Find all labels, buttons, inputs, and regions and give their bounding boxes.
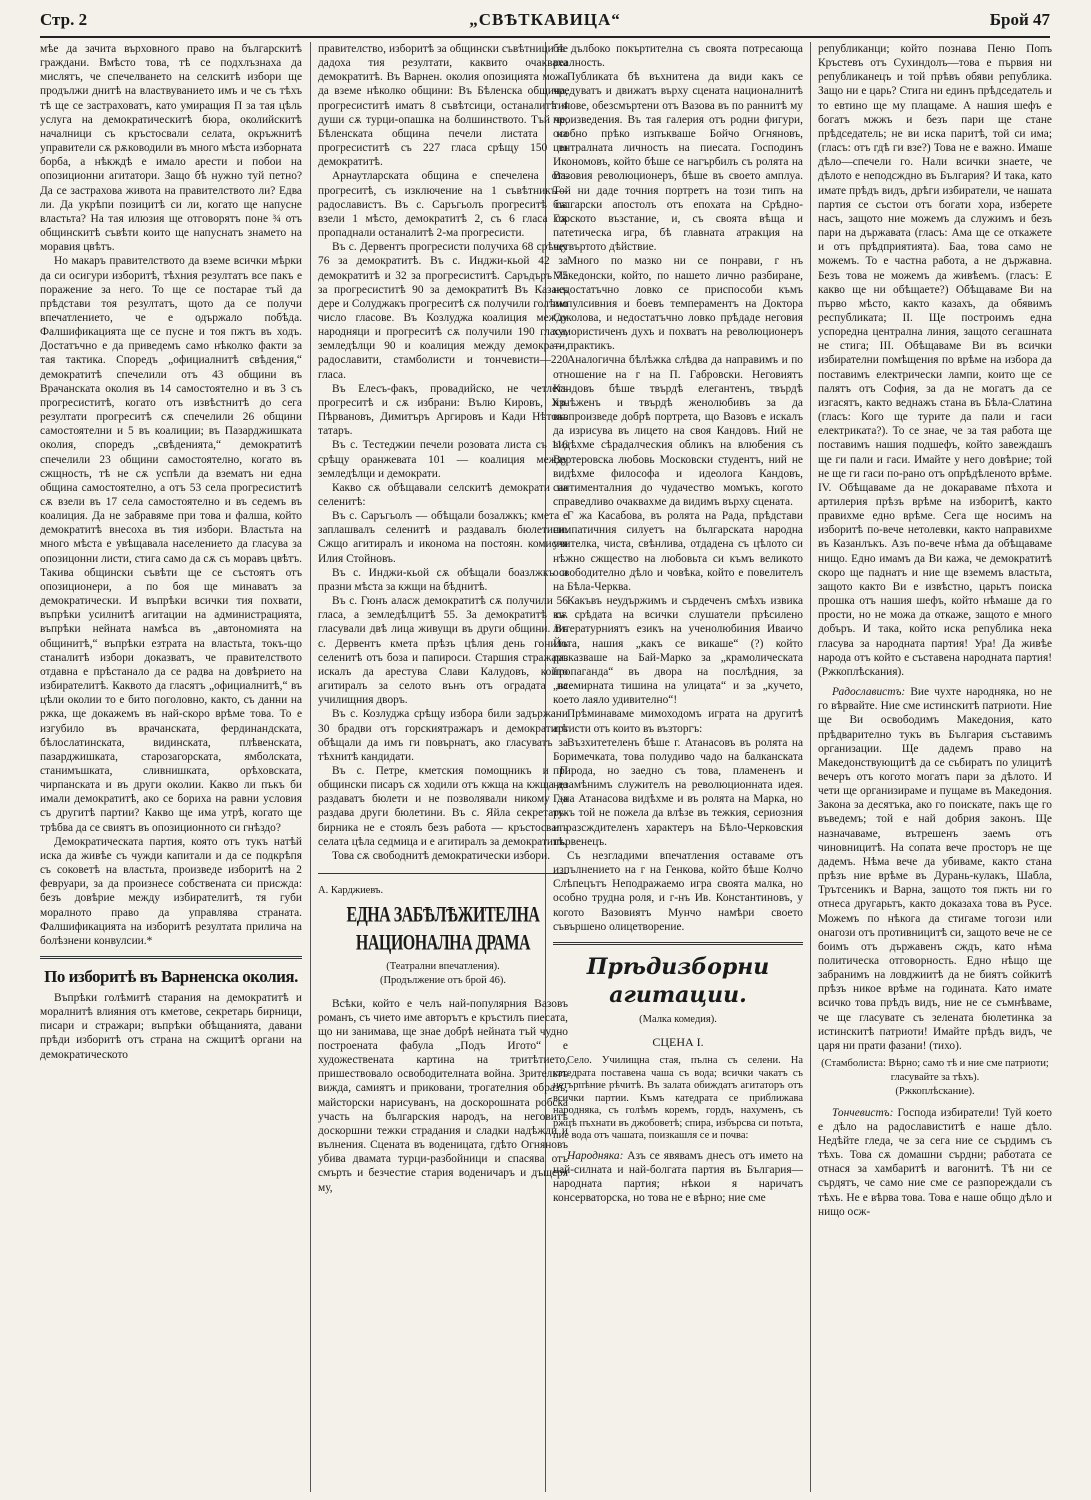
paragraph: Въ с. Гюнъ аласж демократитѣ сѫ получили 56 гласа, а земледѣлцитѣ 55. За демократитѣ сѫ гласували двѣ лица живущи въ други общини. Въ с. Дервентъ кмета прѣзъ цѣлия день гонилъ селенитѣ отъ боза и папироси. Старшия стражаръ искалъ да арестува Слави Калудовъ, който агитиралъ за селото вънъ отъ оградата на училищния дворъ. [318,595,568,707]
author-signature: А. Карджиевъ. [318,885,384,897]
paragraph: Въ с. Петре, кметския помощникъ и П общински писаръ сѫ ходили отъ кжща на кжща да раздаватъ бюлети и не позволявали никому да раздава други бюлетини. Въ с. Яйла секретарь-бирника не е стоялъ безъ работа — кръстосвалъ селата цѣла седмица и е агитиралъ за демократитѣ. [318,764,568,848]
dialogue [553,1149,803,1206]
paragraph: мѣе да зачита върховного право на българскитѣ граждани. Вмѣсто това, тѣ се подхлъзнаха да мислятъ, че спечелването на селскитѣ избори ще продължи днитѣ на властвуванието имъ и че съ тѣхъ тѣ ще се застраховатъ, като умиращия П за тая цѣль услуга на демократическитѣ бюра, околийскитѣ началници съ кръстосвали селата, окръжнитѣ управители сѫ рѫководили въ много мѣста изборната борба, а нѣкждѣ е имало арести и побои на опозиционни агитатори. Защо бѣ нужно туй петно? Да се застрахова живота на правителството ли? Едва ли. Да укрѣпи позицитѣ си ли, когато ще напусне властьта? На тая илюзия ще отговорятъ поне ¾ отъ общинскитѣ съвѣти които ще напуснатъ знамето на моравия цвѣтъ. [40,43,302,254]
paragraph: Какво сѫ обѣщавали селскитѣ демократи на селенитѣ: [318,481,568,508]
scene-title: СЦЕНА I. [652,1035,704,1049]
paragraph: Но макаръ правителството да вземе всички мѣрки да си осигури изборитѣ, тѣхния резултатъ все пакъ е поражение за него. То ще се постарае тъй да прѣдстави тоя резултатъ, щото да се получи впечатлението, че е одържало побѣда. Фалшификацията ще се пусне и тоя пжтъ въ ходъ. Достатъчно е да приведемъ само нѣколко факти за тая тактика. Споредъ „официалнитѣ свѣдения,“ демократитѣ спечелили отъ 43 общини въ Врачанската околия въ 14 самостоятелно и въ 3 съ прогресиститѣ, когато отъ извѣстнитѣ до сега резултати прогреситѣ сѫ спечелили 26 общини самостоятелни и 5 въ коалиции; въ Пазарджишката околия, споредъ „свѣденията,“ демократитѣ спечелили 23 общини самостоятелно, когато въ сжщность, тѣ не сѫ успѣли да взематъ ни една община самостоятелно, а отъ 53 села прогресиститѣ сѫ взели въ 17 села самостоятелно и въ седемъ въ коалиция. Да не забравяме при това и фалша, който демократитѣ внесоха въ тия избори. Властьта на много мѣста е увѣщавала населението да гласува за опозицонни листи, стига само да сѫ съ моравъ цвѣтъ. Такива общински съвѣти ще се състоятъ отъ опозиционери, а по боя ще минаватъ за демократически. И въпрѣки всички тия похвати, въпрѣки усилнитѣ агитации на администрацията, въпрѣки нейната намѣса въ „автономията на общинитѣ,“ въпрѣки езтрата на властьта, токъ-що станалитѣ избори доказватъ, че правителството отдавна е прѣстанало да се радва на довѣрието на избирателитѣ. Каквото да гласятъ „официалнитѣ,“ въ цѣли околии то е бито поголовно, както, съ данни на ржка, ще докажемъ въ най-скоро врѣме това. То е изгубило въ врачанската, фердинандската, бѣлослатинската, видинската, плѣвенската, пазарджишката, старозагорската, ямболската, станимъшката, сливнишката, орѣховската, чирпанската и въ други околии. Какво ли пъкъ би имали демократитѣ, ако се бориха на равни условия съ другитѣ партии? Какво ще има утрѣ, когато ще трѣбва да се свиятъ въ опозиционното си гнѣздо? [40,255,302,834]
speaker-label: Тончевистъ: [832,1106,894,1119]
page-header [40,6,1050,34]
paragraph: Г жа Касабова, въ ролята на Рада, прѣдстави симпатичния силуетъ на българската народна учителка, чиста, свѣнлива, отдадена съ цѣлото си нѣжно сжщество на любовьта си къмъ великото освободително дѣло и човѣка, който е повелителъ на Бѣла-Черква. [553,510,803,593]
paragraph: републиканци; който познава Пеню Попъ Кръстевъ отъ Сухиндолъ—това е първия ни републиканецъ и той прѣвъ обяви република. Защо ни е царь? Стига ни единъ прѣдседатель и то евтино ще му плащаме. А нашия шефъ е богатъ мжжъ и безъ пари ще стане прѣдседатель; не ви иска паритѣ, той си има; (гласъ: отъ гдѣ ги взе?) Това не е важно. Имаше дѣло—спечели го. Нали всички знаете, че дѣлото е неподсждно въ България? И така, като имате прѣдъ видъ, дрѣги избиратели, че нашата партия се състои отъ богати хора, изберете насъ, защото ние можемъ да служимъ и безъ пари на държавата (гласъ: Ама ще се откажете и отъ прѣдприятията). Баа, това само не можемъ. То е частна работа, а не държавна. Безъ това не можемъ да живѣемъ. (гласъ: Е какво ще ни обѣщаете?) Обѣщаваме Ви на първо мѣсто, както казахъ, да обявимъ республиката; II. Ще построимъ една успоредна централна линия, защото сегашната не стига; III. Обѣщаваме Ви въ всички избирателни помѣщения по врѣме на избора да поставимъ електрически лампи, които ще се палятъ отъ София, за да не могатъ да се изгасятъ, както веднажъ стана въ Бѣла-Слатина (гласъ: Кого ще турите да пали и гаси електриката?). То се знае, че за тая работа ще поставимъ нашия подшефъ, който завеждашъ ще ги пали и гаси. Имайте у него довѣрие; той не ще ги гаси по-рано отъ опрѣдѣленото врѣме. IV. Обѣщаваме да не докараваме пѣхота и артилерия прѣзъ врѣме на изборитѣ, както правихме едно врѣме. Сега ще носимъ на изборитѣ по-вече нетолевки, както направихме въ Казанлъкъ. Азъ по-вече нѣма да обѣщаваме нищо. Едно имамъ да Ви кажа, че демократитѣ скоро ще паднатъ и ние ще вземемъ властьта, защото както Ви е извѣстно, царьтъ поиска прошка отъ нашия шефъ, който нѣмаше да го прости, но не можа да откаже, защото е много добъръ. И така, който иска република нека гласува за народната партия! Ура! Да живѣе народа отъ който е съставена народната партия! (Ржкоплѣскания). [818,43,1052,678]
dialogue-text: Вие чухте народняка, но не го вѣрвайте. Ние сме истинскитѣ патриоти. Ние ще Ви освободимъ Македония, като прѣдварително тукъ въ България съставимъ организации. Ще дадемъ право на Македонствующитѣ да се събиратъ по улицитѣ вечеръ отъ когото могатъ пари за дѣлото. И чети ще организираме и пущаме въ Македония. Закона за десятъка, ако го поискате, пакъ ще го въведемъ; той е най добрия законъ. Ще назначаваме, вътрешенъ заемъ отъ чиновницитѣ. На сопата вече просторъ не ще дадемъ. Нѣма вече да убиваме, както стана прѣзъ ние врѣме въ Дурань-кулакъ, Шабла, Трътсеникъ и Варна, защото тоя пжть ни го отнеса другарьтъ, както доказаха това въ Русе. Можемъ по нѣкога да стигаме тогози или онагози отъ противницитѣ си, защото вече не се боимъ отъ държавенъ сждъ, като нѣма политическа отговорность. Едно нѣщо ще забранимъ на ловджиитѣ да не биятъ сойкитѣ прѣзъ никое врѣме на годината. Като имате всичко това прѣдъ видъ, ние не се съмнѣваме, че ще гласувате съ зелената бюлетинка за истинскитѣ патриоти! Имайте прѣдъ видъ, че царя ни прати фазани! (тихо). [818,686,1052,1052]
dialogue-text: Азъ се явявамъ днесъ отъ името на най-силната и най-болгата партия въ България—народната партия; нѣкои я наричатъ консерваторска, но това не е вѣрно; ние сме [553,1149,803,1205]
paragraph: Арнаутларската община е спечелена отъ прогреситѣ, съ изключение на 1 съвѣтникъ—радославистъ. Въ с. Саръгьолъ прогреситѣ сѫ взели 1 мѣсто, демократитѣ 2, съ 6 гласа сѫ пропаднали останалитѣ 2-ма прогресисти. [318,170,568,240]
paragraph: Въ Елесъ-факъ, провадийско, не четлетъ прогреситѣ и сѫ избрани: Вълю Кировъ, Хр. Пѣрвановъ, Димитъръ Аргировъ и Кади Нѣтовъ татаръ. [318,382,568,438]
paragraph: Много по мазко ни се понрави, г нъ Македонски, който, по нашето лично разбиране, недостатъчно ловко се приспособи къмъ импулсивния и боевъ темпераментъ на Доктора Соколова, и недостатъчно ловко прѣдаде неговия хумористиченъ духъ и похватъ на революционеръ — практикъ. [553,255,803,353]
column-2 [318,42,568,1492]
stage-note: (Стамболиста: Вѣрно; само тѣ и ние сме патриоти; гласувайте за тѣхъ). [821,1058,1049,1084]
speaker-label: Народняка: [567,1149,624,1162]
paragraph: Въ с. Саръгьолъ — обѣщали бозалжкъ; кмета е заплашвалъ селенитѣ и раздавалъ бюлетини. Сжщо агитиралъ и иконома на постоян. комисия Илия Стойновъ. [318,510,568,565]
article-heading-varna: По изборитѣ въ Варненска околия. [44,967,298,986]
paragraph: Въпрѣки голѣмитѣ старания на демократитѣ и моралнитѣ влияния отъ кметове, секретарь бирници, писари и стражари; въпрѣки обѣщанията, давани прѣди изборитѣ отъ страна на сжщитѣ органи на демократическото [40,992,302,1061]
subheading: (Малка комедия). [639,1013,717,1025]
column-3 [553,42,803,1492]
section-divider [553,942,803,945]
stage-note: (Ржкоплѣскание). [895,1086,975,1098]
dialogue-text: Господа избиратели! Туй което е дѣло на радославиститѣ е наше дѣло. Недѣйте гледа, че за сега ние се сърдимъ съ тѣхъ. Това сѫ домашни сърдни; работата се отнася за хамбаритѣ и вагонитѣ. Тѣ ни се сърдятъ, че само ние сме се разпореждали съ тѣхъ. Не е вѣрва това. Това е наше общо дѣло и нищо осж- [818,1106,1052,1218]
section-divider [318,873,568,874]
subheading: (Продължение отъ брой 46). [379,975,507,987]
article-heading-agitations: Прѣдизборни агитации. [586,953,770,1008]
paragraph: Демократическата партия, която отъ тукъ натѣй иска да живѣе съ чужди капитали и да се подкрѣпя съ соковетѣ на властьта, произведе изборитѣ на 2 февруари, за да произнесе собствената си присжда: безъ довѣрие между избирателитѣ, тя губи моралното право да управлява страната. Фалшификацията на изборитѣ резултата прилича на болѣзнени конвулсии.* [40,835,302,947]
article-heading-drama: ЕДНА ЗАБѢЛѢЖИТЕЛНА НАЦИОНАЛНА ДРАМА [346,903,540,956]
section-divider [40,956,302,959]
paragraph: бѣ дълбоко покъртителна съ своята потресающа реалность. [553,43,803,70]
column-divider [810,42,811,1492]
paragraph: Съ незгладими впечатления оставаме отъ изпълнението на г на Генкова, който бѣше Колчо Слѣпецътъ Неподражаемо игра своята малка, но особно трудна роля, и г-нъ Ив. Константиновъ, у когото Вазовиятъ Мунчо намѣри своето съвършено олицетворение. [553,849,803,933]
paragraph: Какъвъ неудържимъ и сърдеченъ смѣхъ извика въ срѣдата на всички слушатели прѣсилено литературниятъ езикъ на ученолюбиния Иваичо Йота, нашия „какъ се викаше“ (?) който разказваше на Бай-Марко за „крамолическата пропаганда“ въ двора на послѣдния, за „всемирната тишина на улицата“ и за „кучето, което лаяло удивително“! [553,595,803,707]
paragraph: Възхитетеленъ бѣше г. Атанасовъ въ ролята на Боримечката, това полудиво чадо на балканската природа, но заедно съ това, пламененъ и незамѣнимъ служителъ на революционната идея. Г-на Атанасова видѣхме и въ ролята на Марка, но тукъ той не пожела да влѣзе въ тежкия, сериозния и разсждителенъ характеръ на Бѣло-Черковския първенецъ. [553,736,803,848]
column-1 [40,42,302,1492]
paragraph: Това сѫ свободнитѣ демократически избори. [332,849,551,862]
paragraph: Въ с. Тестеджии печели розовата листа съ 116 срѣщу оранжевата 101 — коалиция между земледѣлци и демократи. [318,439,568,480]
paragraph: Публиката бѣ въхнитена да види какъ се чредуватъ и движатъ върху сцената националнитѣ типове, обезсмъртени отъ Вазова въ по раннитѣ му произведения. Въ тая галерия отъ родни фигури, особно прѣко изпъкваше Бойчо Огняновъ, централната личность на пиесата. Господинъ Икономовъ, който бѣше се нагърбилъ съ ролята на Вазовия революционеръ, бѣше въ своето амплуа. Той ни даде точния портретъ на този типъ на български апостолъ отъ епохата на Срѣдно-Горското възстание, и, съ своята вѣща и патетическа игра, бѣ главната атракция на четвъртото дѣйствие. [553,71,803,254]
paragraph: Прѣминаваме мимоходомъ играта на другитѣ артисти отъ които въ възторгъ: [553,708,803,735]
speaker-label: Радославистъ: [832,686,906,699]
column-4 [818,42,1052,1492]
masthead: „СВѢТКАВИЦА“ [469,10,621,29]
subheading: (Театрални впечатления). [386,961,500,973]
paragraph: Въ с. Инджи-кьой сѫ обѣщали боазлжкъ и празни мѣста за кжщи на бѣднитѣ. [318,566,568,593]
paragraph: правителство, изборитѣ за общински съвѣтници не дадоха тия резултати, каквито очакваха демократитѣ. Въ Варнен. околия опозицията можа да вземе нѣколко общини: Въ Бѣленска община, прогресиститѣ иматъ 8 съвѣтсици, останалитѣ 4 души сѫ турци-опашка на болшинството. Тъй че, Бѣленската община печели листата на прогресиститѣ съ 227 гласа срѣщу 150 за демократитѣ. [318,43,568,169]
dialogue [818,1106,1052,1219]
paragraph: Всѣки, който е челъ най-популярния Вазовъ романъ, съ чието име авторътъ е кръстилъ пиесата, що ни занимава, ще знае добрѣ нейната тъй чудно построената фабула „Подъ Игото“ е художествената картина на тритѣтието, пришествовало освободителната война. Зрительтъ вижда, самиятъ и приковани, трогателния образъ, майсторски нарисуванъ, на доскорошната робска участь на българския народъ, на неговитѣ доскоршни тежки страдания и сладки надѣжди и вълнения. Сцената въ воденицата, гдѣто Огняновъ убива двамата турци-разбойници и спасява отъ смърть и безчестие стария воденичаръ и дъщеря му, [318,997,568,1194]
paragraph: Въ с. Дервентъ прогресисти получиха 68 срѣщу 76 за демократитѣ. Въ с. Инджи-кьой 42 за демократитѣ и 32 за прогресиститѣ. Саръдъръ 75 за прогресиститѣ 90 за демократитѣ Въ Казакъ дере и Солуджакъ прогреситѣ сѫ получили голѣмо число гласове. Въ Козлуджа коалиция между народняци и прогреситѣ сѫ получили 190 гласа, земледѣлци 90 и коалиция между демократи, радославити, стамболисти и тончевисти—220 гласа. [318,241,568,381]
stage-direction: Село. Училищна стая, пълна съ селени. На катедрата поставена чаша съ вода; всички чакатъ съ нетърпѣние рѣчитѣ. Въ залата обиждатъ агитаторъ отъ всички партии. Къмъ катедрата се приближава народняка, съ голѣмъ коремъ, гордъ, нахуменъ, съ ржцѣ пъхнати въ джобоветѣ; спира, избърсва си потьта, пие вода отъ чашата, поизкашля се и почва: [553,1055,803,1142]
dialogue [818,685,1052,1053]
paragraph: Аналогична бѣлѣжка слѣдва да направимъ и по отношение на г на П. Габровски. Неговиятъ Кандовъ бѣше твърдѣ елегантенъ, твърдѣ изнѣженъ и твърдѣ женолюбивъ за да възпроизведе добрѣ портрета, що Вазовъ е искалъ да изрисува въ лицето на своя Кандовъ. Ний не видѣхме сѣрадалческия обликъ на влюбения съ Вертеровска любовь Московски студентъ, ний не видѣхме философа и идеолога Кандовъ, сантименталния до чудачество момъкъ, когото справедливо очаквахме да видимъ върху сцената. [553,354,803,508]
column-divider [310,42,311,1492]
issue-number: Брой 47 [989,10,1050,29]
header-rule [40,36,1050,38]
page-number: Стр. 2 [40,10,88,29]
paragraph: Въ с. Козлуджа срѣщу избора били задържани 30 брадви отъ горскиятражаръ и демократитѣ обѣщали да имъ ги повърнатъ, ако гласуватъ за тѣхнитѣ кандидати. [318,708,568,763]
